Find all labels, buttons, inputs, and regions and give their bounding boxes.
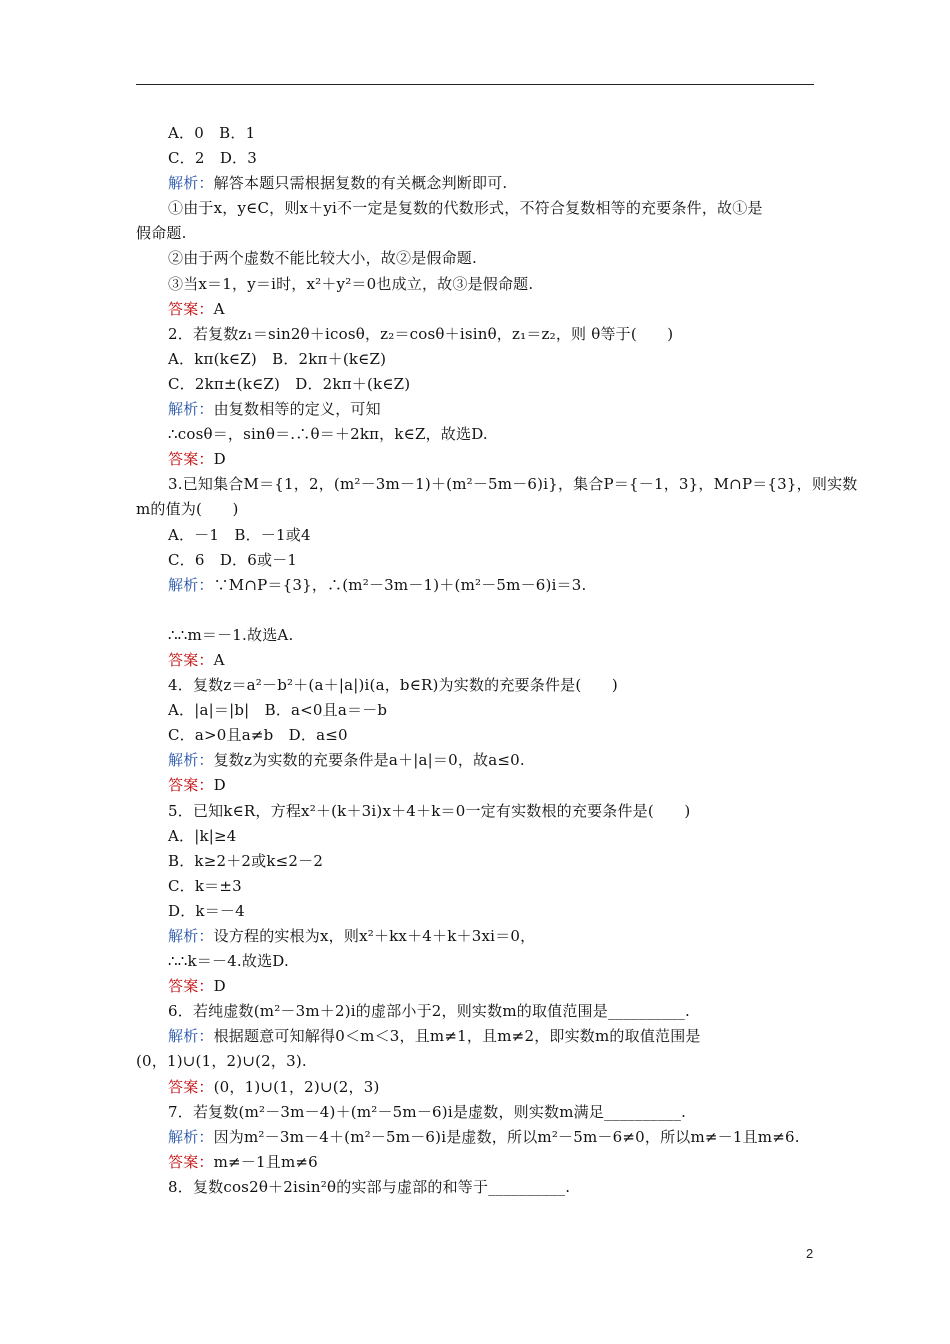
blank-line: [136, 598, 814, 623]
answer-label: 答案：: [168, 1077, 214, 1096]
line-text: D: [213, 450, 226, 469]
page-number: 2: [806, 1246, 814, 1261]
analysis-label: 解析：: [168, 400, 214, 419]
text-line: 7．若复数(m²－3m－4)＋(m²－5m－6)i是虚数，则实数m满足__________.: [168, 1102, 687, 1121]
answer-label: 答案：: [168, 650, 214, 669]
text-line: ②由于两个虚数不能比较大小，故②是假命题.: [168, 249, 477, 268]
text-line: 4．复数z＝a²－b²＋(a＋|a|)i(a，b∈R)为实数的充要条件是( ): [168, 676, 618, 695]
analysis-line: [136, 748, 814, 773]
continuation-line: 假命题.: [136, 224, 187, 243]
text-line: C．k＝±3: [168, 876, 242, 895]
analysis-line: [136, 924, 814, 949]
line-text: ∵M∩P＝{3}，∴(m²－3m－1)＋(m²－5m－6)i＝3.: [213, 575, 587, 594]
analysis-line: [136, 573, 814, 598]
text-line: ③当x＝1，y＝i时，x²＋y²＝0也成立，故③是假命题.: [168, 274, 534, 293]
line-text: m≠－1且m≠6: [213, 1152, 318, 1171]
analysis-line: [136, 1125, 814, 1150]
answer-line: [136, 447, 814, 472]
text-line: A．kπ(k∈Z) B．2kπ＋(k∈Z): [168, 349, 387, 368]
line-text: 设方程的实根为x，则x²＋kx＋4＋k＋3xi＝0，: [213, 927, 536, 945]
analysis-label: 解析：: [168, 575, 214, 594]
text-line: C．a>0且a≠b D．a≤0: [168, 726, 348, 745]
text-line: ∴cosθ＝，sinθ＝.∴θ＝＋2kπ，k∈Z，故选D.: [168, 425, 488, 444]
text-line: 8．复数cos2θ＋2isin²θ的实部与虚部的和等于__________.: [168, 1177, 571, 1196]
line-text: A: [213, 650, 225, 669]
document-body: [136, 121, 858, 1200]
text-line: ∴∴m＝－1.故选A.: [168, 625, 294, 644]
answer-label: 答案：: [168, 450, 214, 469]
answer-label: 答案：: [168, 776, 214, 795]
analysis-line: [136, 171, 814, 196]
line-text: D: [213, 977, 226, 996]
text-line: A．|a|＝|b| B．a<0且a＝－b: [168, 701, 388, 720]
line-text: 因为m²－3m－4＋(m²－5m－6)i是虚数，所以m²－5m－6≠0，所以m≠－1且m≠6.: [213, 1127, 800, 1146]
line-text: 根据题意可知解得0＜m＜3，且m≠1，且m≠2，即实数m的取值范围是: [213, 1027, 701, 1046]
line-text: A: [213, 299, 225, 318]
text-line: 2．若复数z₁＝sin2θ＋icosθ，z₂＝cosθ＋isinθ，z₁＝z₂，则 θ等于( ): [168, 324, 674, 343]
header-rule: [136, 84, 814, 85]
line-text: 复数z为实数的充要条件是a＋|a|＝0，故a≤0.: [213, 751, 525, 770]
analysis-line: [136, 1024, 814, 1049]
text-line: 5．已知k∈R，方程x²＋(k＋3i)x＋4＋k＝0一定有实数根的充要条件是( ): [168, 801, 691, 820]
text-line: 3.已知集合M＝{1，2，(m²－3m－1)＋(m²－5m－6)i}，集合P＝{－1，3}，M∩P＝{3}，则实数: [168, 475, 858, 494]
text-line: ∴∴k＝－4.故选D.: [168, 952, 289, 971]
line-text: 解答本题只需根据复数的有关概念判断即可.: [213, 174, 508, 193]
line-text: (0，1)∪(1，2)∪(2，3): [213, 1077, 380, 1096]
text-line: A．－1 B．－1或4: [168, 525, 311, 544]
analysis-label: 解析：: [168, 1027, 214, 1046]
answer-line: [136, 773, 814, 798]
analysis-label: 解析：: [168, 174, 214, 193]
analysis-label: 解析：: [168, 1127, 214, 1146]
answer-line: [136, 974, 814, 999]
text-line: D．k＝－4: [168, 901, 245, 920]
continuation-line: (0，1)∪(1，2)∪(2，3).: [136, 1052, 307, 1071]
answer-line: [136, 1150, 814, 1175]
text-line: C．2kπ±(k∈Z) D．2kπ＋(k∈Z): [168, 374, 411, 393]
continuation-line: m的值为( ): [136, 500, 239, 519]
analysis-line: [136, 397, 814, 422]
answer-label: 答案：: [168, 977, 214, 996]
text-line: ①由于x，y∈C，则x＋yi不一定是复数的代数形式，不符合复数相等的充要条件，故①是: [168, 199, 763, 218]
text-line: B．k≥2＋2或k≤2－2: [168, 851, 324, 870]
line-text: 由复数相等的定义，可知: [213, 400, 381, 419]
analysis-label: 解析：: [168, 751, 214, 770]
text-line: C．2 D．3: [168, 149, 257, 168]
answer-label: 答案：: [168, 1152, 214, 1171]
text-line: 6．若纯虚数(m²－3m＋2)i的虚部小于2，则实数m的取值范围是__________.: [168, 1002, 690, 1021]
text-line: C．6 D．6或－1: [168, 550, 298, 569]
text-line: A．0 B．1: [168, 124, 256, 142]
analysis-label: 解析：: [168, 927, 214, 945]
answer-line: [136, 1075, 814, 1100]
answer-label: 答案：: [168, 299, 214, 318]
answer-line: [136, 648, 814, 673]
line-text: D: [213, 776, 226, 795]
answer-line: [136, 297, 814, 322]
text-line: A．|k|≥4: [168, 826, 237, 845]
